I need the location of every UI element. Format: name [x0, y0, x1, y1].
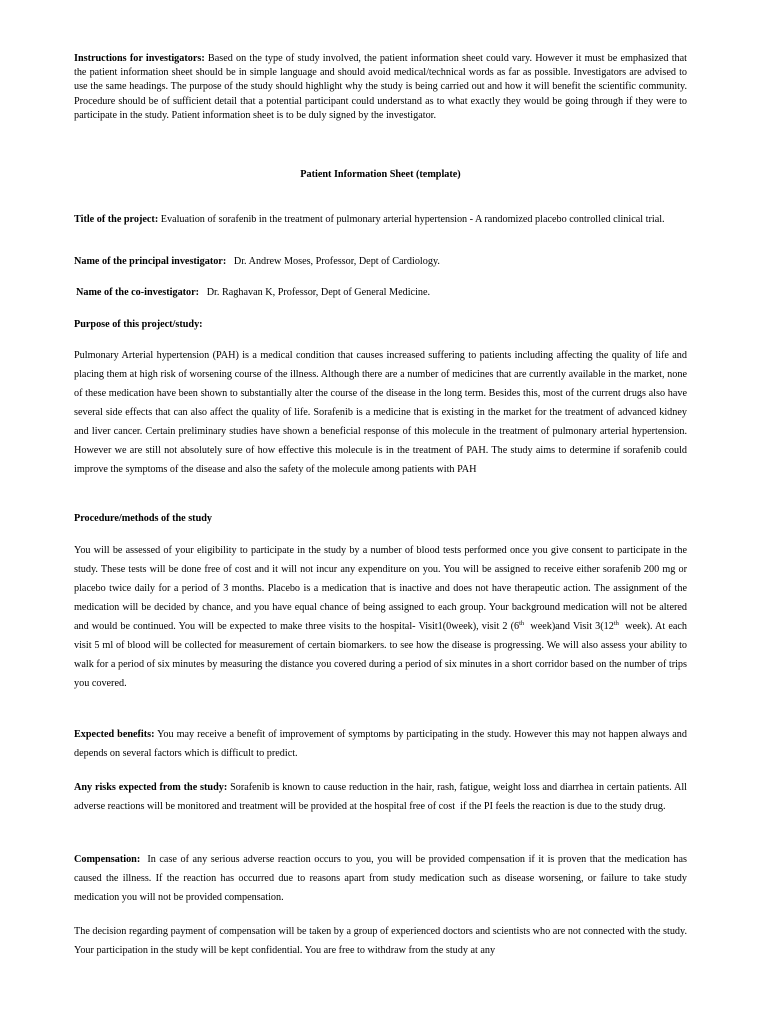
pi-label: Name of the principal investigator:: [74, 256, 227, 267]
benefits-label: Expected benefits:: [74, 729, 155, 740]
principal-investigator: [74, 255, 687, 269]
compensation-paragraph: [74, 850, 690, 907]
benefits-paragraph: [74, 725, 687, 763]
risks-paragraph: [74, 778, 690, 816]
coi-label: Name of the co-investigator:: [76, 287, 200, 298]
instructions-paragraph: [74, 52, 687, 123]
sheet-title-text: Patient Information Sheet (template): [300, 169, 461, 180]
co-investigator: [76, 286, 689, 300]
risks-label: Any risks expected from the study:: [74, 782, 228, 793]
sheet-title: [74, 168, 687, 182]
project-title-label: Title of the project:: [74, 214, 159, 225]
risks-text: Sorafenib is known to cause reduction in the hair, rash, fatigue, weight loss and diarrhea in certain patients. All adverse reactions will be monitored and treatment will be provided at the hospital free of cost if the PI feels the reaction is due to the study drug.: [74, 782, 690, 812]
purpose-heading: [74, 318, 687, 332]
procedure-paragraph: [74, 541, 690, 693]
purpose-heading-text: Purpose of this project/study:: [74, 319, 203, 330]
coi-text: Dr. Raghavan K, Professor, Dept of General Medicine.: [199, 287, 431, 298]
pi-text: Dr. Andrew Moses, Professor, Dept of Cardiology.: [226, 256, 440, 267]
procedure-heading-text: Procedure/methods of the study: [74, 513, 212, 524]
compensation-label: Compensation:: [74, 854, 141, 865]
procedure-text-a: You will be assessed of your eligibility to participate in the study by a number of blood tests performed once you give consent to participate in the study. These tests will be done free of cost and it will not incur any expenditure on you. You will be assigned to receive either sorafenib 200 mg or placebo twice daily for a period of 3 months. Placebo is a medication that is inactive and does not have therapeutic action. The assignment of the medication will be decided by chance, and you have equal chance of being assigned to each group. Your background medication will not be altered and would be continued. You will be expected to make three visits to the hospital- Visit1(0week), visit 2 (6: [74, 545, 687, 632]
project-title-text: Evaluation of sorafenib in the treatment of pulmonary arterial hypertension - A randomized placebo controlled clinical trial.: [158, 214, 665, 225]
instructions-text: Based on the type of study involved, the patient information sheet could vary. However it must be emphasized that the patient information sheet should be in simple language and should avoid medical/technical words as far as possible. Investigators are advised to use the same headings. The purpose of the study should highlight why the study is being carried out and how it will benefit the scientific community. Procedure should be of sufficient detail that a potential participant could understand as to what exactly they would be going through if they were to participate in the study. Patient information sheet is to be duly signed by the investigator.: [74, 53, 688, 121]
procedure-sup-1: th: [519, 620, 525, 627]
benefits-text: You may receive a benefit of improvement of symptoms by participating in the study. However this may not happen always and depends on several factors which is difficult to predict.: [74, 729, 687, 759]
compensation-text: In case of any serious adverse reaction occurs to you, you will be provided compensation if it is proven that the medication has caused the illness. If the reaction has occurred due to reasons apart from study medication such as disease worsening, or failure to take study medication you will not be provided compensation.: [74, 854, 690, 903]
purpose-paragraph: Pulmonary Arterial hypertension (PAH) is a medical condition that causes increased suffering to patients including affecting the quality of life and placing them at high risk of worsening course of the illness. Although there are a number of medicines that are currently available in the market, none of these medication have been shown to substantially alter the course of the disease in the long term. Besides this, most of the current drugs also have several side effects that can also affect the quality of life. Sorafenib is a medicine that is existing in the market for the treatment of advanced kidney and liver cancer. Certain preliminary studies have shown a beneficial response of this molecule in the treatment of pulmonary arterial hypertension. However we are still not absolutely sure of how effective this molecule is in the treatment of PAH. The study aims to determine if sorafenib could improve the symptoms of the disease and also the safety of the molecule among patients with PAH: [74, 350, 687, 475]
procedure-text-c: week). At each visit 5 ml of blood will be collected for measurement of certain biomarkers. to see how the disease is progressing. We will also assess your ability to walk for a period of six minutes by measuring the distance you covered during a period of six minutes in a short corridor based on the number of trips you covered.: [74, 621, 690, 689]
procedure-text-b: week)and Visit 3(12: [524, 621, 614, 632]
procedure-heading: [74, 512, 687, 526]
project-title-paragraph: [74, 213, 687, 227]
decision-paragraph: The decision regarding payment of compensation will be taken by a group of experienced doctors and scientists who are not connected with the study. Your participation in the study will be kept confidential. You are free to withdraw from the study at any: [74, 926, 687, 956]
instructions-label: Instructions for investigators:: [74, 53, 205, 64]
procedure-sup-2: th: [613, 620, 619, 627]
